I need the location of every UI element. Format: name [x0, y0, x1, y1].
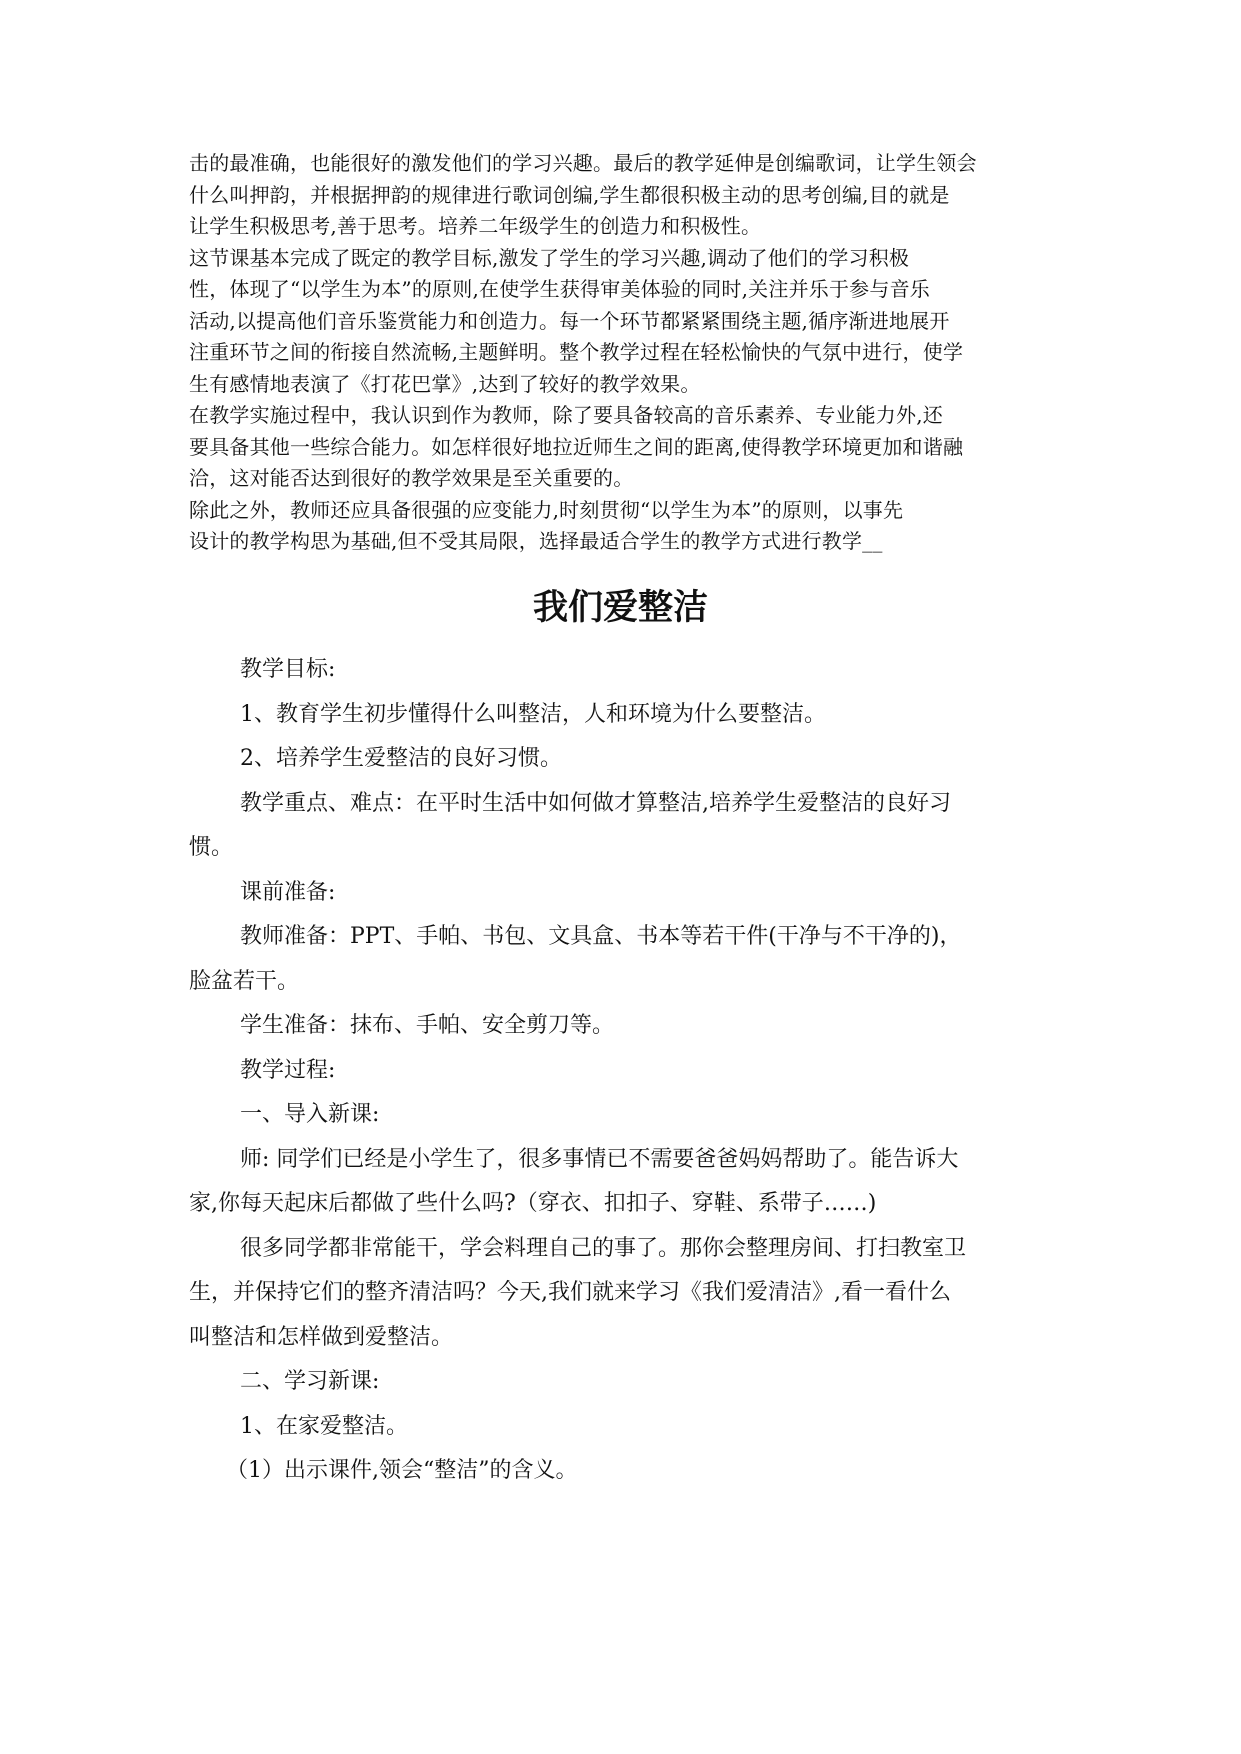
section-heading: 教学目标:: [240, 657, 336, 682]
text-line: 学生准备：抹布、手帕、安全剪刀等。: [240, 1013, 615, 1038]
text-line: 设计的教学构思为基础,但不受其局限，选择最适合学生的教学方式进行教学__: [189, 529, 883, 553]
lesson-body: [189, 648, 1057, 1494]
text-line: 活动,以提高他们音乐鉴赏能力和创造力。每一个环节都紧紧围绕主题,循序渐进地展开: [189, 308, 950, 333]
text-line: 在教学实施过程中，我认识到作为教师，除了要具备较高的音乐素养、专业能力外,还: [189, 403, 943, 427]
text-line: 2、培养学生爱整洁的良好习惯。: [240, 746, 562, 771]
text-line: 洽，这对能否达到很好的教学效果是至关重要的。: [189, 466, 634, 490]
text-line: 性，体现了“以学生为本”的原则,在使学生获得审美体验的同时,关注并乐于参与音乐: [189, 277, 930, 301]
text-line: 教学重点、难点：在平时生活中如何做才算整洁,培养学生爱整洁的良好习: [240, 790, 951, 816]
text-line: 很多同学都非常能干，学会料理自己的事了。那你会整理房间、打扫教室卫: [240, 1235, 967, 1261]
section-heading: 一、导入新课:: [240, 1102, 380, 1127]
text-line: 让学生积极思考,善于思考。培养二年级学生的创造力和积极性。: [189, 214, 762, 238]
text-line: 脸盆若干。: [189, 968, 300, 994]
previous-section-text: [189, 148, 1069, 558]
text-line: 1、在家爱整洁。: [240, 1413, 408, 1439]
text-line: 这节课基本完成了既定的教学目标,激发了学生的学习兴趣,调动了他们的学习积极: [189, 245, 910, 270]
text-line: 注重环节之间的衔接自然流畅,主题鲜明。整个教学过程在轻松愉快的气氛中进行，使学: [189, 340, 964, 364]
text-line: 教师准备：PPT、手帕、书包、文具盒、书本等若干件(干净与不干净的)，: [240, 924, 962, 949]
lesson-title: 我们爱整洁: [532, 588, 708, 628]
text-line: 除此之外，教师还应具备很强的应变能力,时刻贯彻“以学生为本”的原则，以事先: [189, 497, 904, 522]
text-line: 要具备其他一些综合能力。如怎样很好地拉近师生之间的距离,使得教学环境更加和谐融: [189, 434, 964, 459]
section-heading: 课前准备:: [240, 879, 336, 905]
section-heading: 二、学习新课:: [240, 1369, 380, 1394]
text-line: 师: 同学们已经是小学生了，很多事情已不需要爸爸妈妈帮助了。能告诉大: [240, 1146, 959, 1172]
text-line: 家,你每天起床后都做了些什么吗?（穿衣、扣扣子、穿鞋、系带子……): [189, 1191, 877, 1216]
text-line: 惯。: [189, 835, 234, 860]
text-line: 生有感情地表演了《打花巴掌》,达到了较好的教学效果。: [189, 371, 701, 396]
section-heading: 教学过程:: [240, 1057, 336, 1083]
text-line: 什么叫押韵，并根据押韵的规律进行歌词创编,学生都很积极主动的思考创编,目的就是: [189, 182, 950, 207]
text-line: 生，并保持它们的整齐清洁吗？今天,我们就来学习《我们爱清洁》,看一看什么: [189, 1280, 951, 1305]
text-line: 击的最准确，也能很好的激发他们的学习兴趣。最后的教学延伸是创编歌词，让学生领会: [189, 151, 977, 175]
text-line: （1）出示课件,领会“整洁”的含义。: [226, 1458, 578, 1483]
text-line: 1、教育学生初步懂得什么叫整洁，人和环境为什么要整洁。: [240, 701, 826, 727]
text-line: 叫整洁和怎样做到爱整洁。: [189, 1324, 454, 1350]
